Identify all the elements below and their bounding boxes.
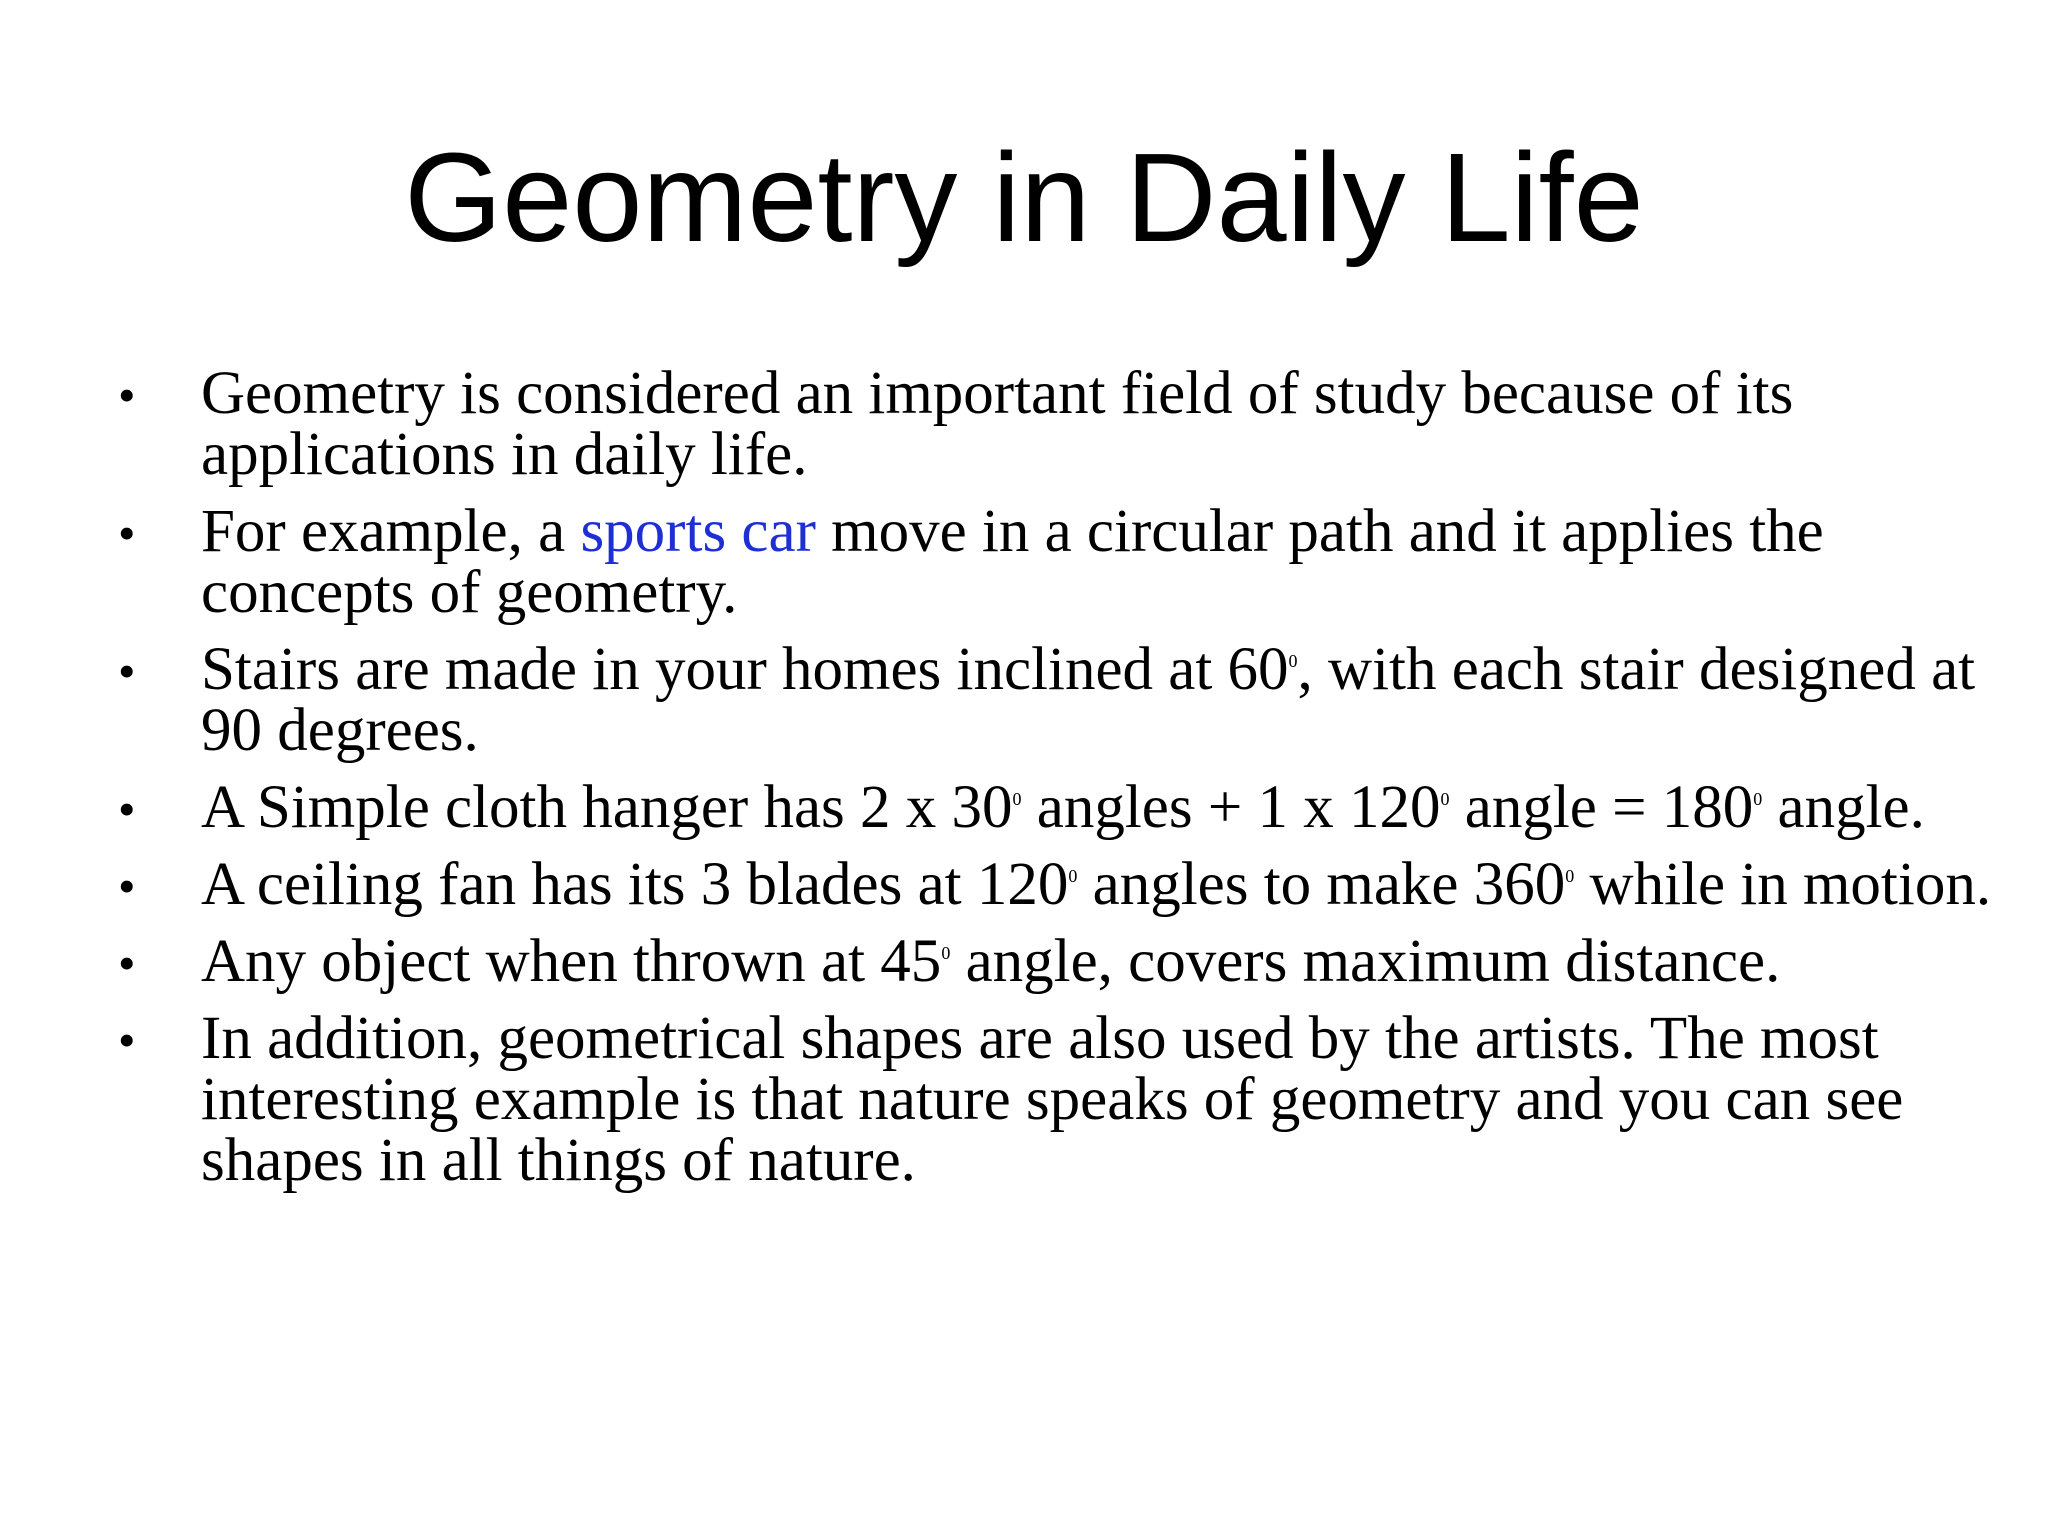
degree-mark: 0 — [1753, 789, 1763, 809]
bullet-text: Stairs are made in your homes inclined at 60 — [201, 636, 1289, 703]
bullet-text: angles + 1 x 120 — [1021, 774, 1441, 841]
bullet-dot-icon: • — [118, 643, 136, 699]
bullet-dot-icon: • — [118, 367, 136, 423]
bullet-dot-icon: • — [118, 1012, 136, 1068]
bullet-text: , with each stair designed at 90 degrees. — [201, 636, 1976, 764]
degree-mark: 0 — [941, 943, 951, 963]
bullet-item-thrown-object — [0, 928, 2048, 995]
degree-mark: 0 — [1440, 789, 1450, 809]
bullet-text: angle, covers maximum distance. — [950, 928, 1781, 995]
slide-title: Geometry in Daily Life — [404, 127, 1644, 268]
degree-mark: 0 — [1565, 866, 1575, 886]
bullet-dot-icon: • — [118, 781, 136, 837]
bullet-text: angle. — [1762, 774, 1925, 841]
bullet-text: A ceiling fan has its 3 blades at 120 — [201, 851, 1069, 918]
bullet-text: angles to make 360 — [1077, 851, 1566, 918]
bullet-text: while in motion. — [1574, 851, 1992, 918]
bullet-text: A Simple cloth hanger has 2 x 30 — [201, 774, 1013, 841]
degree-mark: 0 — [1068, 866, 1078, 886]
bullet-text: angle = 180 — [1449, 774, 1754, 841]
bullet-text: move in a circular path and it applies the concepts of geometry. — [201, 498, 1824, 626]
bullet-item-sports-car — [0, 498, 2048, 626]
bullet-item-applications — [0, 360, 2048, 488]
bullet-item-hanger — [0, 774, 2048, 841]
bullet-item-artists-nature — [0, 1005, 2048, 1194]
bullet-text: For example, a — [201, 498, 581, 565]
bullet-dot-icon: • — [118, 505, 136, 561]
bullet-text: In addition, geometrical shapes are also used by the artists. The most interesting example is that nature speaks of geometry and you can see shapes in all things of nature. — [201, 1005, 1904, 1194]
bullet-list — [0, 360, 2048, 1207]
degree-mark: 0 — [1288, 651, 1298, 671]
sports-car-link[interactable]: sports car — [580, 498, 816, 565]
degree-mark: 0 — [1012, 789, 1022, 809]
bullet-item-stairs — [0, 636, 2048, 764]
bullet-dot-icon: • — [118, 858, 136, 914]
bullet-item-ceiling-fan — [0, 851, 2048, 918]
bullet-text: Any object when thrown at 45 — [201, 928, 942, 995]
bullet-dot-icon: • — [118, 935, 136, 991]
bullet-text: Geometry is considered an important field of study because of its applications in daily life. — [201, 360, 1794, 488]
